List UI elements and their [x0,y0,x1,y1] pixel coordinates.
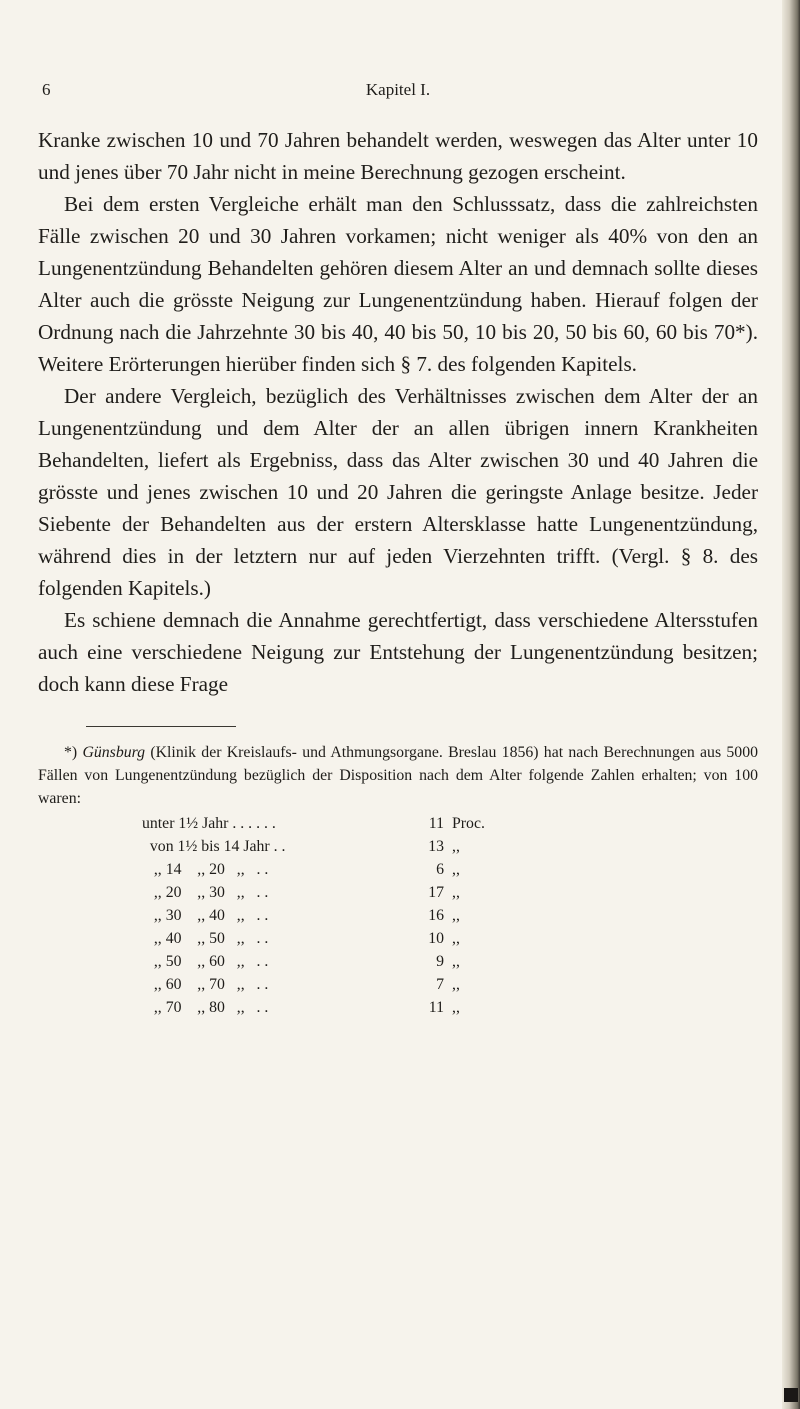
edge-mark [784,1388,798,1402]
row-label: ,, 14 ,, 20 ,, . . [142,861,269,878]
table-row [142,835,758,858]
row-label: von 1½ bis 14 Jahr . . [142,838,286,855]
paragraph-4: Es schiene demnach die Annahme gerechtfertigt, dass verschiedene Altersstufen auch eine verschiedene Neigung zur Entstehung der Lungenentzündung besitzen; doch kann diese Frage [38,608,758,696]
table-row [142,973,758,996]
row-unit: ,, [452,884,460,901]
table-row [142,904,758,927]
chapter-title: Kapitel I. [365,80,431,99]
paragraph-3: Der andere Vergleich, bezüglich des Verhältnisses zwischen dem Alter der an Lungenentzündung und dem Alter der an allen übrigen innern Krankheiten Behandelten, liefert als Ergebniss, dass das Alter zwischen 30 und 40 Jahren die grösste und jenes zwischen 10 und 20 Jahren die geringste Anlage besitze. Jeder Siebente der Behandelten aus der erstern Altersklasse hatte Lungenentzündung, während dies in der letztern nur auf jeden Vierzehnten trifft. (Vergl. § 8. des folgenden Kapitels.) [38,384,758,600]
paragraph-1: Kranke zwischen 10 und 70 Jahren behandelt werden, weswegen das Alter unter 10 und jenes über 70 Jahr nicht in meine Berechnung gezogen erscheint. [38,128,758,184]
row-value: 11 [428,999,444,1016]
row-label: unter 1½ Jahr . . . . . . [142,815,276,832]
body-text [38,124,758,700]
row-value: 9 [436,953,444,970]
row-value: 6 [436,861,444,878]
row-label: ,, 20 ,, 30 ,, . . [142,884,269,901]
table-row [142,881,758,904]
footnote-marker: *) [64,744,78,761]
table-row [142,927,758,950]
table-row [142,996,758,1019]
row-label: ,, 60 ,, 70 ,, . . [142,976,269,993]
page-number: 6 [42,80,51,99]
book-page [38,80,758,1019]
row-unit: ,, [452,953,460,970]
row-unit: ,, [452,861,460,878]
row-label: ,, 30 ,, 40 ,, . . [142,907,269,924]
row-label: ,, 70 ,, 80 ,, . . [142,999,269,1016]
row-unit: ,, [452,999,460,1016]
paragraph-2: Bei dem ersten Vergleiche erhält man den Schlusssatz, dass die zahlreichsten Fälle zwischen 20 und 30 Jahren vorkamen; nicht weniger als 40% von den an Lungenentzündung Behandelten gehören diesem Alter an und demnach sollte dieses Alter auch die grösste Neigung zur Lungenentzündung haben. Hierauf folgen der Ordnung nach die Jahrzehnte 30 bis 40, 40 bis 50, 10 bis 20, 50 bis 60, 60 bis 70*). Weitere Erörterungen hierüber finden sich § 7. des folgenden Kapitels. [38,192,758,376]
footnote-divider [86,726,236,727]
row-unit: ,, [452,930,460,947]
table-row [142,950,758,973]
row-value: 13 [428,838,444,855]
row-value: 16 [428,907,444,924]
row-value: 10 [428,930,444,947]
row-unit: Proc. [452,815,485,832]
table-row [142,858,758,881]
page-header [38,80,758,110]
footnote-author: Günsburg [82,744,146,761]
row-unit: ,, [452,838,460,855]
age-table [142,812,758,1019]
table-row [142,812,758,835]
footnote [38,741,758,810]
row-value: 7 [436,976,444,993]
row-label: ,, 40 ,, 50 ,, . . [142,930,269,947]
page-edge-shadow [782,0,800,1409]
row-value: 17 [428,884,444,901]
row-value: 11 [428,815,444,832]
row-label: ,, 50 ,, 60 ,, . . [142,953,269,970]
row-unit: ,, [452,976,460,993]
row-unit: ,, [452,907,460,924]
footnote-text: (Klinik der Kreislaufs- und Athmungsorgane. Breslau 1856) hat nach Berechnungen aus 5000 Fällen von Lungenentzündung bezüglich der Disposition nach dem Alter folgende Zahlen erhalten; von 100 waren: [38,744,758,807]
